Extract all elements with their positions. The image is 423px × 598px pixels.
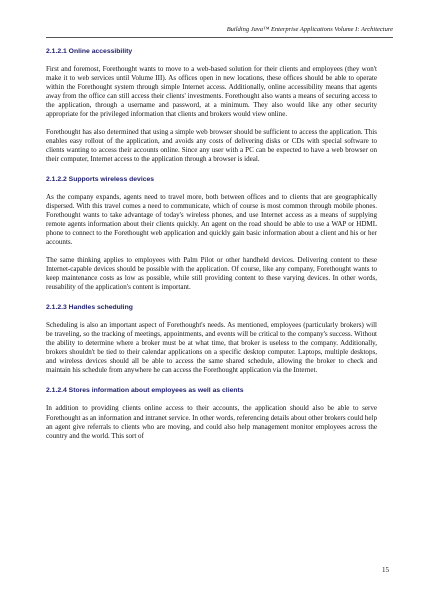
paragraph: The same thinking applies to employees with Palm Pilot or other handheld devices. Delivering content to these Internet-capable devices should be possible with the application. Of course, like any company, Forethought wants to keep maintenance costs as low as possible, while still providing content to these varying devices. In other words, reusability of the application's content is important. — [46, 255, 377, 291]
section-heading: 2.1.2.1 Online accessibility — [46, 48, 133, 55]
section-employee-information — [46, 387, 377, 440]
paragraph: In addition to providing clients online access to their accounts, the application should also be able to serve Forethought as an information and intranet service. In other words, referencing details about other brokers could help an agent give referrals to clients who are moving, and could also help management monitor employees across the country and the world. This sort of — [46, 404, 377, 440]
section-wireless-devices — [46, 176, 377, 292]
page-content — [46, 48, 377, 449]
running-header: Building Java™ Enterprise Applications Volume I: Architecture — [226, 26, 393, 33]
section-heading: 2.1.2.3 Handles scheduling — [46, 303, 133, 311]
section-scheduling — [46, 304, 377, 376]
paragraph: First and foremost, Forethought wants to move to a web-based solution for their clients and employees (they won't make it to web services until Volume III). As offices open in new locations, these offices should be able to operate within the Forethought system through simple Internet access. Additionally, online accessibility means that agents away from the office can still access their clients' investments. Forethought also wants a means of securing access to the application, through a username and password, at a minimum. They also would like any other security appropriate for the privileged information that clients and brokers would view online. — [46, 65, 377, 119]
page-number: 15 — [382, 566, 389, 574]
section-heading: 2.1.2.2 Supports wireless devices — [46, 175, 155, 183]
section-heading: 2.1.2.4 Stores information about employees as well as clients — [46, 387, 244, 395]
paragraph: As the company expands, agents need to travel more, both between offices and to clients that are geographically dispersed. With this travel comes a need to communicate, which of course is most common through mobile phones. Forethought wants to take advantage of today's wireless phones, and use Internet access as a means of supplying remote agents information about their clients quickly. An agent on the road should be able to use a WAP or HDML phone to connect to the Forethought web application and quickly gain basic information about a client and his or her accounts. — [46, 192, 377, 247]
section-online-accessibility — [46, 48, 377, 164]
header-rule — [46, 37, 393, 38]
paragraph: Forethought has also determined that using a simple web browser should be sufficient to access the application. This enables easy rollout of the application, and avoids any costs of delivering disks or CDs with special software to clients wanting to access their accounts online. Since any user with a PC can be expected to have a web browser on their computer, Internet access to the application through a browser is ideal. — [46, 127, 377, 163]
paragraph: Scheduling is also an important aspect of Forethought's needs. As mentioned, employees (particularly brokers) will be traveling, so the tracking of meetings, appointments, and events will be critical to the company's success. Without the ability to determine where a broker must be at what time, that broker is useless to the company. Additionally, brokers shouldn't be tied to their calendar applications on a specific desktop computer. Laptops, multiple desktops, and wireless devices should all be able to access the same shared schedule, allowing the broker to check and maintain his schedule from anywhere he can access the Forethought application via the Internet. — [46, 320, 377, 375]
